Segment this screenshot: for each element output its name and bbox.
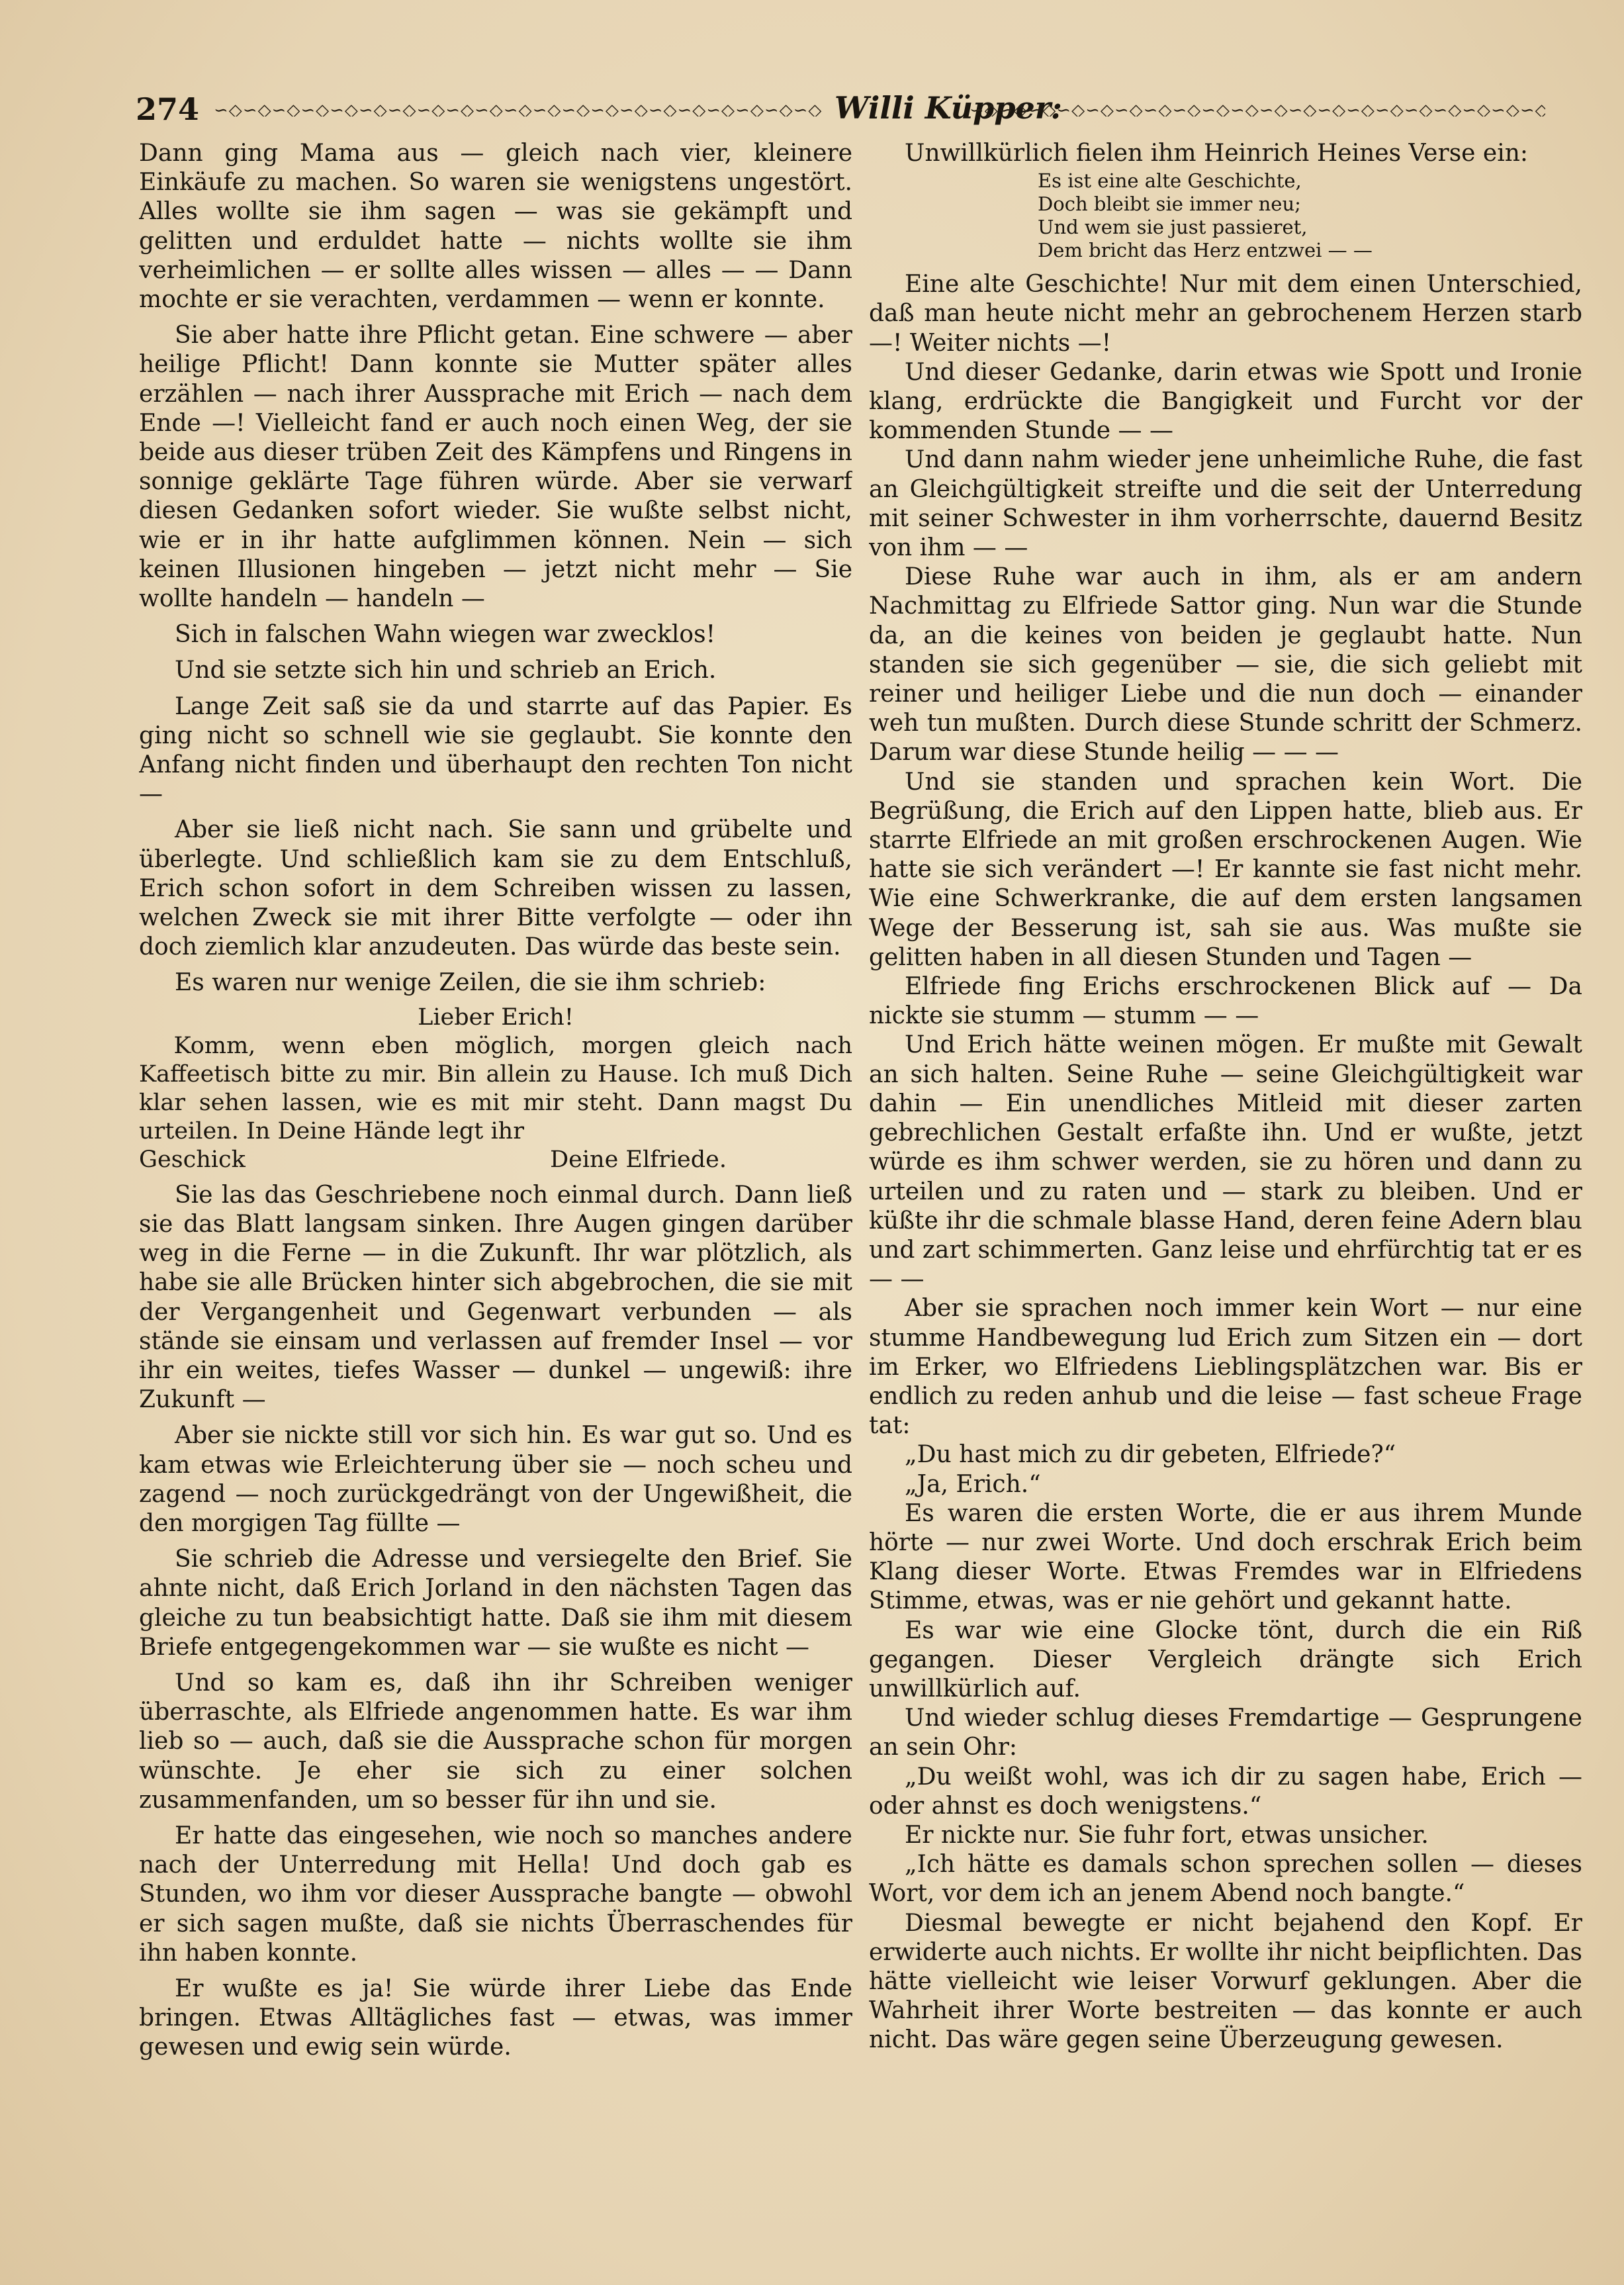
paragraph: Dann ging Mama aus — gleich nach vier, kleinere Einkäufe zu machen. So waren sie wenigstens ungestört. Alles wollte sie ihm sagen — was sie gekämpft und gelitten und erduldet hatte — nichts wollte sie ihm verheimlichen — er sollte alles wissen — alles — — Dann mochte er sie verachten, verdammen — wenn er konnte. <box>139 140 852 314</box>
page-number: 274 <box>136 91 200 127</box>
paragraph: Diesmal bewegte er nicht bejahend den Kopf. Er erwiderte auch nichts. Er wollte ihr nicht beipflichten. Das hätte vielleicht wie leiser Vorwurf geklungen. Aber die Wahrheit ihrer Worte bestreiten — das konnte er auch nicht. Das wäre gegen seine Überzeugung gewesen. <box>869 1909 1582 2054</box>
paragraph: Sie schrieb die Adresse und versiegelte den Brief. Sie ahnte nicht, daß Erich Jorland in den nächsten Tagen das gleiche zu tun beabsichtigt hatte. Daß sie ihm mit diesem Briefe entgegengekommen war — sie wußte es nicht — <box>139 1546 852 1661</box>
ornament-rule-left <box>214 101 823 117</box>
running-head: Willi Küpper: <box>835 90 1062 126</box>
dialogue-line: „Ich hätte es damals schon sprechen sollen — dieses Wort, vor dem ich an jenem Abend noch bangte.“ <box>869 1851 1582 1908</box>
paragraph: Es waren nur wenige Zeilen, die sie ihm schrieb: <box>175 969 766 997</box>
heine-verse <box>1038 169 1582 262</box>
letter <box>139 1003 852 1174</box>
page-header <box>136 87 1545 134</box>
dialogue-line: „Ja, Erich.“ <box>905 1470 1041 1498</box>
paragraph: Und dann nahm wieder jene unheimliche Ruhe, die fast an Gleichgültigkeit streifte und die seit der Unterredung mit seiner Schwester in ihm vorherrschte, dauernd Besitz von ihm — — <box>869 446 1582 562</box>
paragraph: Und sie standen und sprachen kein Wort. Die Begrüßung, die Erich auf den Lippen hatte, blieb aus. Er starrte Elfriede an mit großen erschrockenen Augen. Wie hatte sie sich verändert —! Er kannte sie fast nicht mehr. Wie eine Schwerkranke, die auf dem ersten langsamen Wege der Besserung ist, sah sie aus. Was mußte sie gelitten haben in all diesen Stunden und Tagen — <box>869 768 1582 971</box>
paragraph: Aber sie nickte still vor sich hin. Es war gut so. Und es kam etwas wie Erleichterung über sie — noch scheu und zagend — noch zurückgedrängt von der Ungewißheit, die den morgigen Tag füllte — <box>139 1422 852 1537</box>
paragraph: Elfriede fing Erichs erschrockenen Blick auf — Da nickte sie stumm — stumm — — <box>869 973 1582 1030</box>
letter-closing <box>139 1146 852 1174</box>
paragraph: Sie las das Geschriebene noch einmal durch. Dann ließ sie das Blatt langsam sinken. Ihre Augen gingen darüber weg in die Ferne — in die Zukunft. Ihr war plötzlich, als habe sie alle Brücken hinter sich abgebrochen, die sie mit der Vergangenheit und Gegenwart verbunden — als stände sie einsam und verlassen auf fremder Insel — vor ihr ein weites, tiefes Wasser — dunkel — ungewiß: ihre Zukunft — <box>139 1181 852 1414</box>
paragraph: Er hatte das eingesehen, wie noch so manches andere nach der Unterredung mit Hella! Und doch gab es Stunden, wo ihm vor dieser Aussprache bangte — obwohl er sich sagen mußte, daß sie nichts Überraschendes für ihn haben konnte. <box>139 1822 852 1967</box>
verse-line: Dem bricht das Herz entzwei — — <box>1038 239 1373 262</box>
verse-line: Und wem sie just passieret, <box>1038 216 1308 239</box>
verse-line: Es ist eine alte Geschichte, <box>1038 169 1302 193</box>
paragraph: Es war wie eine Glocke tönt, durch die ein Riß gegangen. Dieser Vergleich drängte sich Erich unwillkürlich auf. <box>869 1616 1582 1702</box>
verse-line: Doch bleibt sie immer neu; <box>1038 193 1301 216</box>
paragraph: Sich in falschen Wahn wiegen war zwecklos! <box>175 621 716 649</box>
paragraph: Eine alte Geschichte! Nur mit dem einen Unterschied, daß man heute nicht mehr an gebrochenem Herzen starb —! Weiter nichts —! <box>869 271 1582 357</box>
paragraph: Lange Zeit saß sie da und starrte auf das Papier. Es ging nicht so schnell wie sie geglaubt. Sie konnte den Anfang nicht finden und überhaupt den rechten Ton nicht — <box>139 692 852 808</box>
paragraph: Sie aber hatte ihre Pflicht getan. Eine schwere — aber heilige Pflicht! Dann konnte sie Mutter später alles erzählen — nach ihrer Aussprache mit Erich — nach dem Ende —! Vielleicht fand er auch noch einen Weg, der sie beide aus dieser trüben Zeit des Kämpfens und Ringens in sonnige geklärte Tage führen würde. Aber sie verwarf diesen Gedanken sofort wieder. Sie wußte selbst nicht, wie er in ihr hatte aufglimmen können. Nein — sich keinen Illusionen hingeben — jetzt nicht mehr — Sie wollte handeln — handeln — <box>139 322 852 613</box>
dialogue-line: „Du hast mich zu dir gebeten, Elfriede?“ <box>905 1441 1396 1469</box>
paragraph: Es waren die ersten Worte, die er aus ihrem Munde hörte — nur zwei Worte. Und doch erschrak Erich beim Klang dieser Worte. Etwas Fremdes war in Elfriedens Stimme, etwas, was er nie gehört und gekannt hatte. <box>869 1499 1582 1615</box>
paragraph: Unwillkürlich fielen ihm Heinrich Heines Verse ein: <box>905 140 1529 167</box>
paragraph: Er wußte es ja! Sie würde ihrer Liebe das Ende bringen. Etwas Alltägliches fast — etwas, was immer gewesen und ewig sein würde. <box>139 1975 852 2061</box>
paragraph: Diese Ruhe war auch in ihm, als er am andern Nachmittag zu Elfriede Sattor ging. Nun war die Stunde da, an die keines von beiden je geglaubt hatte. Nun standen sie sich gegenüber — sie, die sich geliebt mit reiner und heiliger Liebe und die nun doch — einander weh tun mußten. Durch diese Stunde schritt der Schmerz. Darum war diese Stunde heilig — — — <box>869 563 1582 767</box>
ornament-rule-right <box>970 101 1545 117</box>
dialogue-line: „Du weißt wohl, was ich dir zu sagen habe, Erich — oder ahnst es doch wenigstens.“ <box>869 1763 1582 1820</box>
paragraph: Er nickte nur. Sie fuhr fort, etwas unsicher. <box>905 1821 1429 1849</box>
paragraph: Und wieder schlug dieses Fremdartige — Gesprungene an sein Ohr: <box>869 1704 1582 1761</box>
paragraph: Und sie setzte sich hin und schrieb an Erich. <box>175 657 717 684</box>
letter-body: Komm, wenn eben möglich, morgen gleich nach Kaffeetisch bitte zu mir. Bin allein zu Hause. Ich muß Dich klar sehen lassen, wie es mit mir steht. Dann magst Du urteilen. In Deine Hände legt ihr <box>139 1032 852 1144</box>
paragraph: Und so kam es, daß ihn ihr Schreiben weniger überraschte, als Elfriede angenommen hatte. Es war ihm lieb so — auch, daß sie die Aussprache schon für morgen wünschte. Je eher sie sich zu einer solchen zusammenfanden, um so besser für ihn und sie. <box>139 1669 852 1814</box>
letter-signature: Deine Elfriede. <box>550 1146 727 1173</box>
left-column <box>139 139 852 2165</box>
paragraph: Und dieser Gedanke, darin etwas wie Spott und Ironie klang, erdrückte die Bangigkeit und Furcht vor der kommenden Stunde — — <box>869 358 1582 445</box>
paragraph: Aber sie ließ nicht nach. Sie sann und grübelte und überlegte. Und schließlich kam sie zu dem Entschluß, Erich schon sofort in dem Schreiben wissen zu lassen, welchen Zweck sie mit ihrer Bitte verfolgte — oder ihn doch ziemlich klar anzudeuten. Das würde das beste sein. <box>139 816 852 961</box>
paragraph: Aber sie sprachen noch immer kein Wort — nur eine stumme Handbewegung lud Erich zum Sitzen ein — dort im Erker, wo Elfriedens Lieblingsplätzchen war. Bis er endlich zu reden anhub und die leise — fast scheue Frage tat: <box>869 1295 1582 1440</box>
letter-salutation: Lieber Erich! <box>418 1003 574 1031</box>
letter-last-word: Geschick <box>139 1146 246 1173</box>
paragraph: Und Erich hätte weinen mögen. Er mußte mit Gewalt an sich halten. Seine Ruhe — seine Gleichgültigkeit war dahin — Ein unendliches Mitleid mit dieser zarten gebrechlichen Gestalt erfaßte ihn. Und er wußte, jetzt würde es ihm schwer werden, sie zu hören und dann zu urteilen und zu raten und — stark zu bleiben. Und er küßte ihr die schmale blasse Hand, deren feine Adern blau und zart schimmerten. Ganz leise und ehrfürchtig tat er es — — <box>869 1031 1582 1293</box>
right-column <box>869 139 1582 2165</box>
